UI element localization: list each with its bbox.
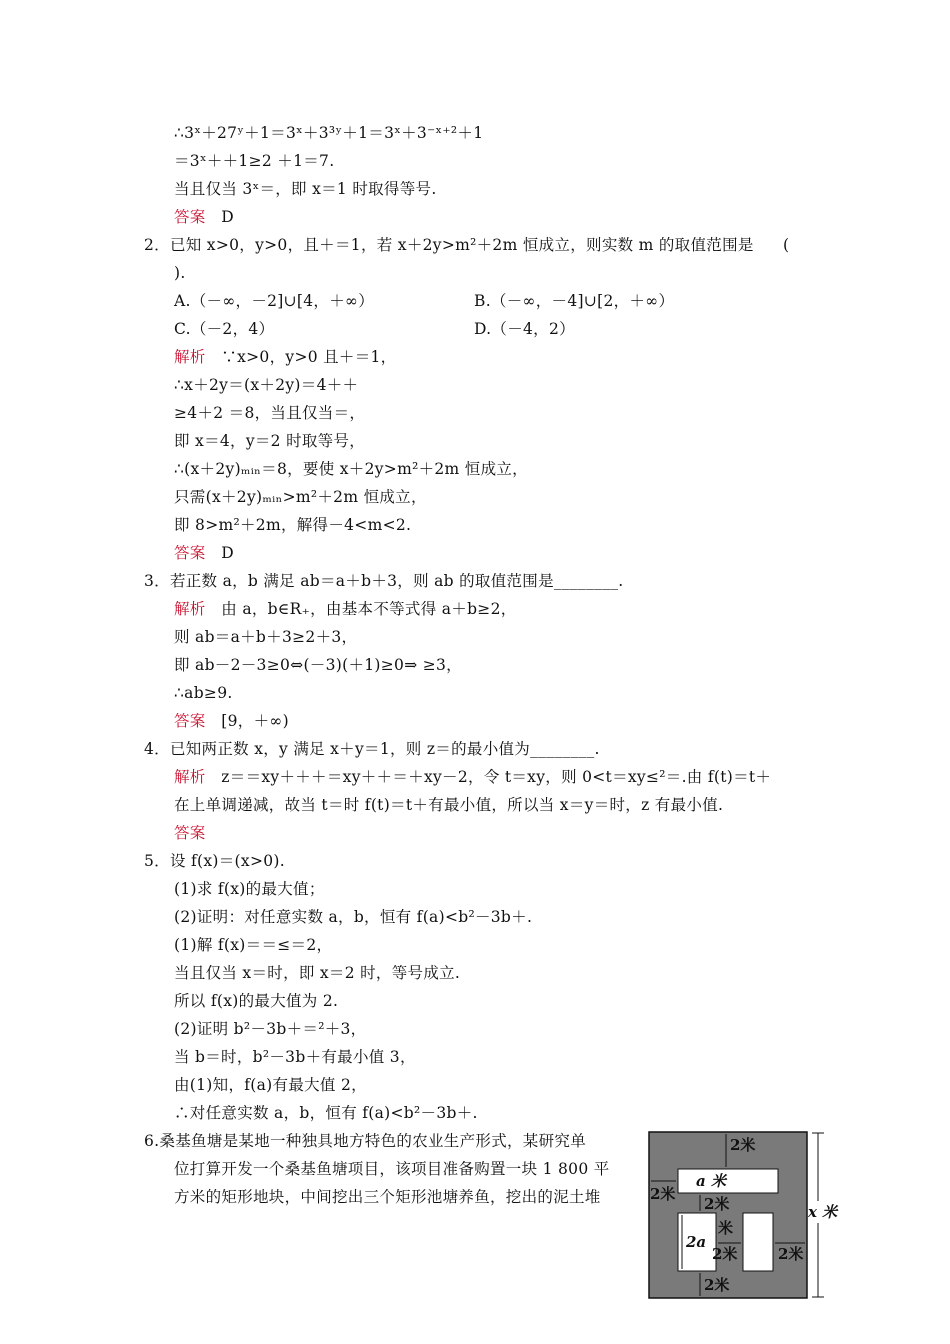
label-mid-gap: 2米 xyxy=(704,1195,730,1213)
label-pond-gap: 2米 xyxy=(712,1245,738,1263)
label-top-margin: 2米 xyxy=(730,1136,756,1154)
question-bracket-close: ). xyxy=(174,264,186,282)
label-right-margin: 2米 xyxy=(778,1245,804,1263)
label-mi: 米 xyxy=(718,1219,734,1237)
pond-top xyxy=(678,1169,778,1193)
line: 即 ab－2－3≥0⇔(－3)(＋1)≥0⇒ ≥3， xyxy=(174,656,462,674)
line: ∴对任意实数 a，b，恒有 f(a)<b²－3b＋. xyxy=(174,1104,478,1122)
analysis-label: 解析 xyxy=(174,348,206,366)
label-2a: 2a xyxy=(686,1233,707,1251)
label-bottom-margin: 2米 xyxy=(704,1276,730,1294)
land-plot xyxy=(649,1132,807,1298)
line: ∴ab≥9. xyxy=(174,684,233,702)
analysis-line xyxy=(174,347,396,367)
analysis-text: ∵x>0，y>0 且＋＝1， xyxy=(221,348,397,366)
line: (1)解 f(x)＝＝≤＝2， xyxy=(174,936,333,954)
label-x: x 米 xyxy=(808,1203,838,1221)
line: 当且仅当 3ˣ＝，即 x＝1 时取得等号. xyxy=(174,180,437,198)
analysis-line xyxy=(174,767,771,787)
answer-text: D xyxy=(221,208,235,226)
line: 即 8>m²＋2m，解得－4<m<2. xyxy=(174,516,412,534)
question-3: 3．若正数 a，b 满足 ab＝a＋b＋3，则 ab 的取值范围是________. xyxy=(144,572,624,590)
line: 当 b＝时，b²－3b＋有最小值 3， xyxy=(174,1048,416,1066)
answer-line xyxy=(174,823,206,843)
line: ∴3ˣ＋27ʸ＋1＝3ˣ＋3³ʸ＋1＝3ˣ＋3⁻ˣ⁺²＋1 xyxy=(174,124,484,142)
answer-line xyxy=(174,543,234,563)
answer-label: 答案 xyxy=(174,824,206,842)
analysis-text: z＝＝xy＋＋＋＝xy＋＋＝＋xy－2，令 t＝xy，则 0<t＝xy≤²＝.由 f(t)＝t＋ xyxy=(221,768,772,786)
option-c: C.（－2，4） xyxy=(174,320,275,338)
line: 方米的矩形地块，中间挖出三个矩形池塘养鱼，挖出的泥土堆 xyxy=(174,1188,601,1206)
line: ∴(x＋2y)ₘᵢₙ＝8，要使 x＋2y>m²＋2m 恒成立， xyxy=(174,460,528,478)
answer-label: 答案 xyxy=(174,712,206,730)
line: 所以 f(x)的最大值为 2. xyxy=(174,992,339,1010)
line: 只需(x＋2y)ₘᵢₙ>m²＋2m 恒成立， xyxy=(174,488,427,506)
question-6: 6.桑基鱼塘是某地一种独具地方特色的农业生产形式，某研究单 xyxy=(144,1132,586,1150)
option-b: B.（－∞，－4]∪[2，＋∞） xyxy=(474,292,675,310)
analysis-label: 解析 xyxy=(174,600,206,618)
label-left-margin: 2米 xyxy=(650,1185,676,1203)
question-5: 5．设 f(x)＝(x>0). xyxy=(144,852,285,870)
line: (1)求 f(x)的最大值； xyxy=(174,880,325,898)
line: ＝3ˣ＋＋1≥2 ＋1＝7. xyxy=(174,152,335,170)
question-4: 4．已知两正数 x，y 满足 x＋y＝1，则 z＝的最小值为________. xyxy=(144,740,600,758)
answer-text: [9，＋∞) xyxy=(221,712,289,730)
analysis-line xyxy=(174,599,517,619)
line: (2)证明：对任意实数 a，b，恒有 f(a)<b²－3b＋. xyxy=(174,908,533,926)
answer-line xyxy=(174,711,289,731)
answer-label: 答案 xyxy=(174,208,206,226)
option-a: A.（－∞，－2]∪[4，＋∞） xyxy=(174,292,375,310)
question-2: 2．已知 x>0，y>0，且＋＝1，若 x＋2y>m²＋2m 恒成立，则实数 m 的取值范围是 xyxy=(144,236,754,254)
line: 位打算开发一个桑基鱼塘项目，该项目准备购置一块 1 800 平 xyxy=(174,1160,610,1178)
line: (2)证明 b²－3b＋＝²＋3， xyxy=(174,1020,367,1038)
question-bracket-open: ( xyxy=(783,236,790,254)
line: 当且仅当 x＝时，即 x＝2 时，等号成立. xyxy=(174,964,461,982)
line: ∴x＋2y＝(x＋2y)＝4＋＋ xyxy=(174,376,359,394)
analysis-text: 由 a，b∈R₊，由基本不等式得 a＋b≥2， xyxy=(221,600,517,618)
label-a: a 米 xyxy=(696,1172,726,1190)
line: ≥4＋2 ＝8，当且仅当＝， xyxy=(174,404,366,422)
answer-text: D xyxy=(221,544,235,562)
answer-label: 答案 xyxy=(174,544,206,562)
line: 即 x＝4，y＝2 时取等号， xyxy=(174,432,366,450)
answer-line xyxy=(174,207,234,227)
line: 由(1)知，f(a)有最大值 2， xyxy=(174,1076,367,1094)
line: 在上单调递减，故当 t＝时 f(t)＝t＋有最小值，所以当 x＝y＝时，z 有最小值. xyxy=(174,796,724,814)
option-d: D.（－4，2） xyxy=(474,320,575,338)
fish-pond-diagram xyxy=(648,1131,838,1301)
analysis-label: 解析 xyxy=(174,768,206,786)
line: 则 ab＝a＋b＋3≥2＋3， xyxy=(174,628,358,646)
pond-right xyxy=(743,1213,773,1271)
